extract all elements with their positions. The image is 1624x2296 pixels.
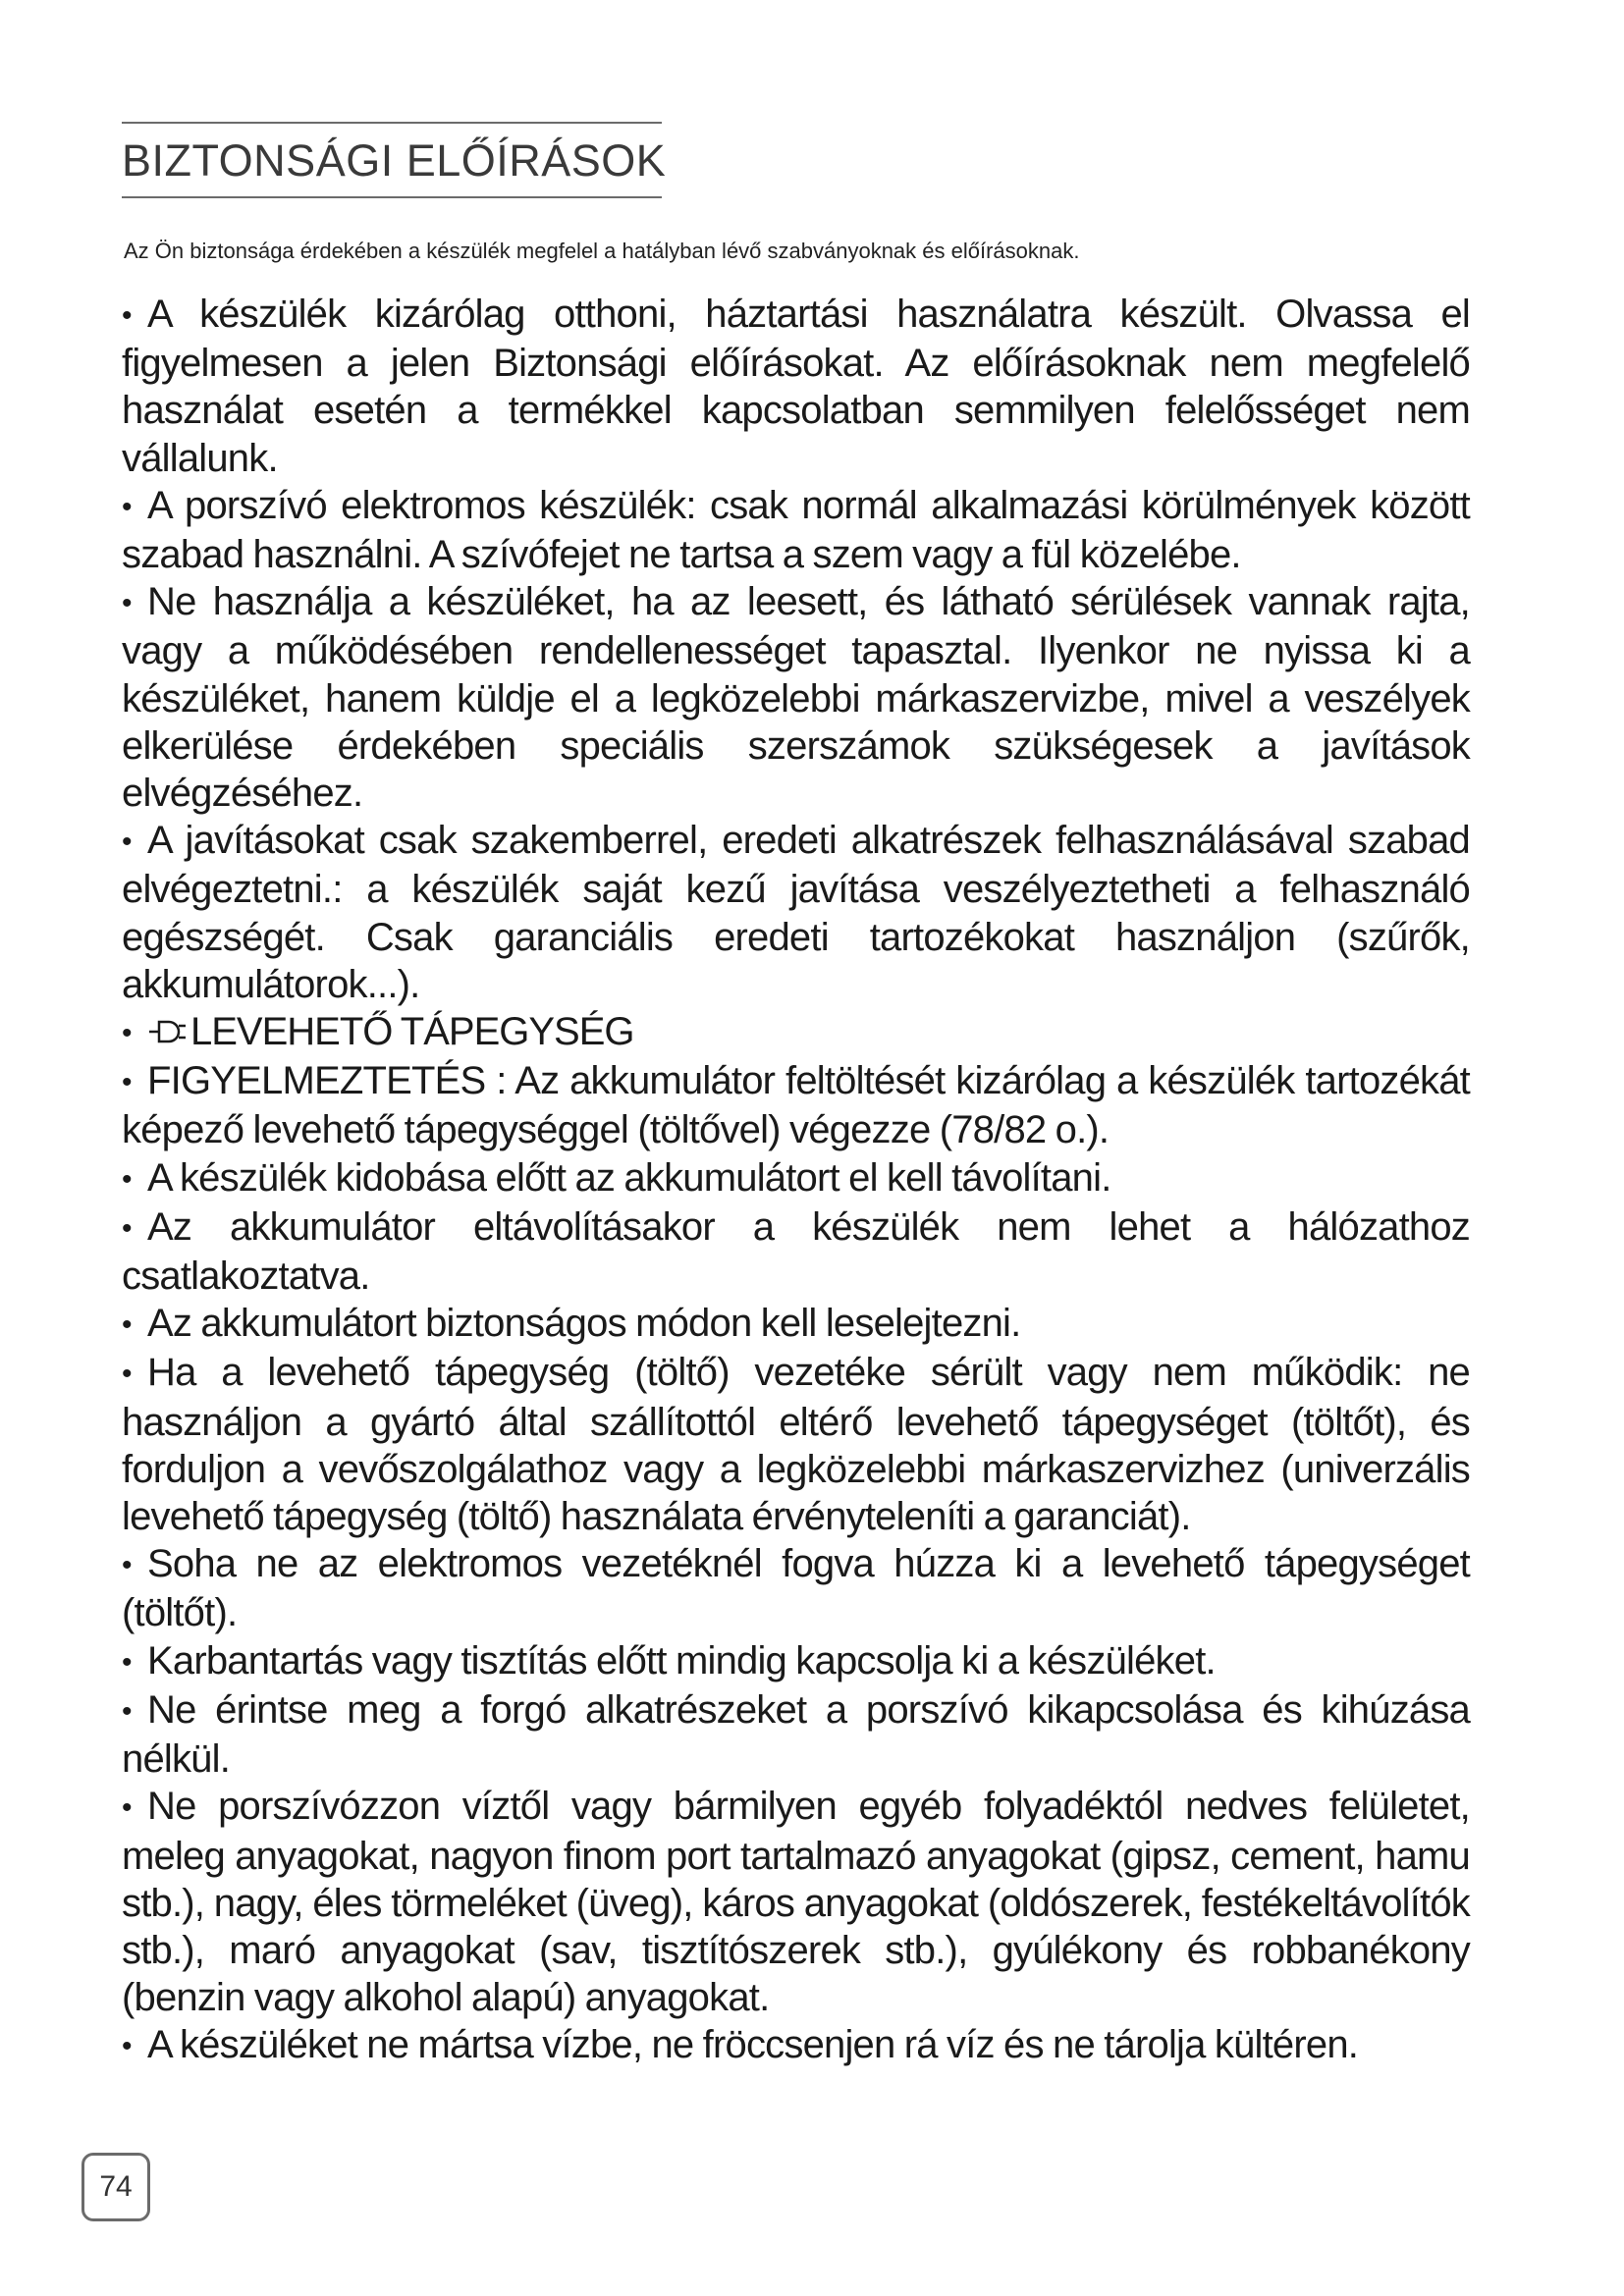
list-item-text: Az akkumulátor eltávolításakor a készülék nem lehet a hálózathoz csatlakoztatva. [122, 1204, 1470, 1299]
charger-plug-icon [147, 1010, 187, 1040]
bullet: • [122, 490, 132, 523]
bullet: • [122, 1162, 132, 1196]
bullet: • [122, 826, 132, 859]
list-item [122, 1540, 1470, 1636]
bullet: • [122, 1358, 132, 1391]
list-item-text: Ne porszívózzon víztől vagy bármilyen egyéb folyadéktól nedves felületet, meleg anyagokat, nagyon finom port tartalmazó anyagokat (gipsz, cement, hamu stb.), nagy, éles törmeléket (üveg), káros anyagokat (oldószerek, festékeltávolítók stb.), maró anyagokat (sav, tisztítószerek stb.), gyúlékony és robbanékony (benzin vagy alkohol alapú) anyagokat. [122, 1785, 1470, 2020]
list-item [122, 1057, 1470, 1153]
section-header [122, 122, 667, 198]
list-item-text: Soha ne az elektromos vezetéknél fogva húzza ki a levehető tápegységet (töltőt). [122, 1542, 1470, 1635]
header-rule-bottom [122, 196, 662, 198]
list-item [122, 1008, 1470, 1057]
list-item [122, 817, 1470, 1008]
list-item [122, 578, 1470, 817]
page-number: 74 [81, 2153, 150, 2221]
list-item [122, 1300, 1470, 1349]
bullet: • [122, 1549, 132, 1582]
list-item-text: Ne használja a készüléket, ha az leesett, és látható sérülések vannak rajta, vagy a működésében rendellenességet tapasztal. Ilyenkor ne nyissa ki a készüléket, hanem küldje el a legközelebbi márkaszervizbe, mivel a veszélyek elkerülése érdekében speciális szerszámok szükségesek a javítások elvégzéséhez. [122, 580, 1470, 816]
list-item [122, 1349, 1470, 1540]
list-item-text: Ne érintse meg a forgó alkatrészeket a porszívó kikapcsolása és kihúzása nélkül. [122, 1687, 1470, 1782]
list-item-text: A készülék kizárólag otthoni, háztartási használatra készült. Olvassa el figyelmesen a jelen Biztonsági előírásokat. Az előírásoknak nem megfelelő használat esetén a termékkel kapcsolatban semmilyen felelősséget nem vállalunk. [122, 293, 1470, 480]
list-item [122, 1783, 1470, 2021]
bullet: • [122, 2030, 132, 2063]
bullet: • [122, 1694, 132, 1728]
list-item-text: A készüléket ne mártsa vízbe, ne fröccsenjen rá víz és ne tárolja kültéren. [147, 2023, 1359, 2067]
list-item-text: A javításokat csak szakemberrel, eredeti alkatrészek felhasználásával szabad elvégeztetni.: a készülék saját kezű javítása veszélyeztetheti a felhasználó egészségét. Csak garanciális eredeti tartozékokat használjon (szűrők, akkumulátorok...). [122, 819, 1470, 1006]
list-item-text: LEVEHETŐ TÁPEGYSÉG [190, 1010, 634, 1054]
bullet: • [122, 587, 132, 620]
bullet: • [122, 1791, 132, 1825]
list-item-text: A porszívó elektromos készülék: csak normál alkalmazási körülmények között szabad használni. A szívófejet ne tartsa a szem vagy a fül közelébe. [122, 483, 1470, 577]
list-item [122, 1637, 1470, 1686]
bullet: • [122, 1017, 132, 1050]
list-item [122, 2021, 1470, 2070]
bullet: • [122, 1645, 132, 1679]
bullet: • [122, 1066, 132, 1099]
section-title: BIZTONSÁGI ELŐÍRÁSOK [122, 135, 667, 186]
list-item [122, 1154, 1470, 1203]
list-item-text: A készülék kidobása előtt az akkumulátort el kell távolítani. [147, 1155, 1111, 1200]
list-item [122, 482, 1470, 578]
list-item-text: Az akkumulátort biztonságos módon kell leselejtezni. [147, 1302, 1021, 1346]
safety-list [122, 291, 1470, 2071]
bullet: • [122, 299, 132, 332]
bullet: • [122, 1211, 132, 1245]
list-item-text: Ha a levehető tápegység (töltő) vezetéke sérült vagy nem működik: ne használjon a gyártó által szállítottól eltérő levehető tápegységet (töltőt), és forduljon a vevőszolgálathoz vagy a legközelebbi márkaszervizhez (univerzális levehető tápegység (töltő) használata érvényteleníti a garanciát). [122, 1351, 1470, 1539]
list-item [122, 1686, 1470, 1783]
list-item-text: Karbantartás vagy tisztítás előtt mindig kapcsolja ki a készüléket. [147, 1638, 1216, 1682]
intro-text: Az Ön biztonsága érdekében a készülék megfelel a hatályban lévő szabványoknak és előírásoknak. [124, 239, 1080, 263]
bullet: • [122, 1308, 132, 1342]
list-item [122, 1203, 1470, 1300]
list-item-text: FIGYELMEZTETÉS : Az akkumulátor feltöltését kizárólag a készülék tartozékát képező levehető tápegységgel (töltővel) végezze (78/82 o.). [122, 1059, 1470, 1152]
list-item [122, 291, 1470, 482]
